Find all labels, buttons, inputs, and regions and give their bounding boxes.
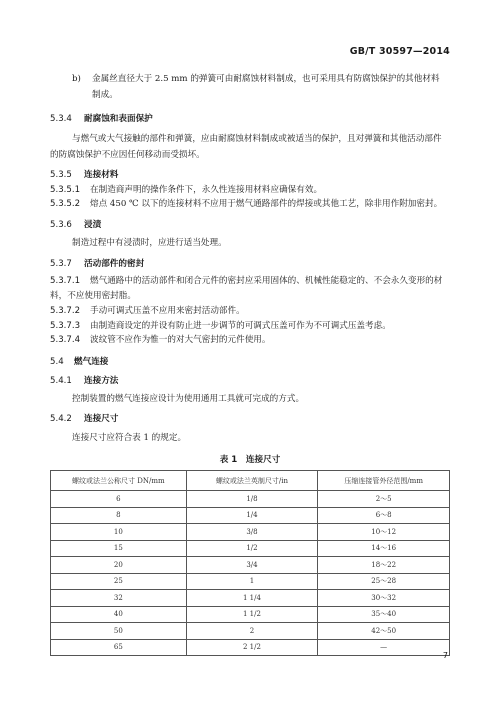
section-title: 燃气连接 [74, 357, 109, 367]
standard-number: GB/T 30597—2014 [349, 46, 450, 57]
table-row [51, 557, 450, 574]
s536-text: 制造过程中有浸渍时，应进行适当处理。 [72, 238, 227, 248]
table-cell: 18～22 [318, 557, 450, 574]
section-5-3-4-heading [50, 113, 153, 125]
table-cell: 1/2 [186, 540, 318, 557]
section-number: 5.3.4 [50, 114, 72, 124]
table-header-row [51, 471, 450, 491]
s541-text: 控制装置的燃气连接应设计为使用通用工具就可完成的方式。 [72, 394, 305, 404]
table-cell: 6 [51, 491, 187, 508]
item-5-3-7-1-cont: 料，不应使用密封脂。 [50, 291, 136, 301]
table-cell: 10 [51, 524, 187, 541]
para-b-line2: 制成。 [92, 90, 118, 100]
table-cell: 32 [51, 590, 187, 607]
page-number: 7 [442, 651, 448, 660]
table-cell: 35～40 [318, 606, 450, 623]
section-title: 活动部件的密封 [84, 259, 145, 269]
table-cell: 65 [51, 639, 187, 656]
item-5-3-5-1 [50, 184, 322, 196]
item-number: 5.3.5.2 [50, 199, 81, 209]
table-row [51, 590, 450, 607]
table-cell: 42～50 [318, 623, 450, 640]
section-title: 浸渍 [84, 220, 102, 230]
table-cell: 14～16 [318, 540, 450, 557]
table-cell: 1/8 [186, 491, 318, 508]
section-title: 连接尺寸 [84, 414, 119, 424]
section-5-3-7-heading [50, 258, 144, 270]
item-number: 5.3.7.1 [50, 276, 81, 286]
item-number: 5.3.5.1 [50, 185, 81, 195]
section-title: 连接方法 [84, 376, 119, 386]
item-5-3-7-2 [50, 305, 245, 317]
item-text: 波纹管不应作为惟一的对大气密封的元件使用。 [90, 335, 271, 345]
table-cell: 1 1/4 [186, 590, 318, 607]
table-cell: 25～28 [318, 573, 450, 590]
table-cell: 30～32 [318, 590, 450, 607]
table-cell: 8 [51, 507, 187, 524]
table-caption: 表 1 连接尺寸 [219, 455, 281, 465]
item-5-3-5-2 [50, 198, 442, 210]
section-title: 耐腐蚀和表面保护 [84, 114, 153, 124]
para-b-line1: 金属丝直径大于 2.5 mm 的弹簧可由耐腐蚀材料制成，也可采用具有防腐蚀保护的其他材料 [92, 74, 440, 84]
s534-line2: 的防腐蚀保护不应因任何移动而受损坏。 [50, 150, 205, 160]
table-cell: 3/8 [186, 524, 318, 541]
item-5-3-7-4 [50, 334, 270, 346]
table-row [51, 573, 450, 590]
s534-line1: 与燃气或大气接触的部件和弹簧，应由耐腐蚀材料制成或被适当的保护，且对弹簧和其他活动部件 [72, 134, 442, 144]
section-5-3-5-heading [50, 169, 118, 181]
para-b-marker: b) [72, 74, 81, 84]
table-cell: 2 1/2 [186, 639, 318, 656]
table-row [51, 623, 450, 640]
section-5-4-heading [50, 356, 108, 368]
header-cell-dn: 螺纹或法兰公称尺寸 DN/mm [51, 471, 187, 491]
section-5-4-1-heading [50, 375, 118, 387]
s542-text: 连接尺寸应符合表 1 的规定。 [72, 433, 187, 443]
table-row [51, 639, 450, 656]
item-number: 5.3.7.3 [50, 321, 81, 331]
item-5-3-7-1 [50, 275, 442, 287]
item-text: 熔点 450 ℃ 以下的连接材料不应用于燃气通路部件的焊接或其他工艺，除非用作附加密封。 [90, 199, 443, 209]
table-row [51, 524, 450, 541]
header-cell-od: 压缩连接管外径范围/mm [318, 471, 450, 491]
section-number: 5.3.7 [50, 259, 72, 269]
table-cell: 1/4 [186, 507, 318, 524]
table-row [51, 491, 450, 508]
table-row [51, 606, 450, 623]
table-cell: 40 [51, 606, 187, 623]
item-5-3-7-3 [50, 320, 391, 332]
item-text: 燃气通路中的活动部件和闭合元件的密封应采用固体的、机械性能稳定的、不会永久变形的材 [90, 276, 443, 286]
table-cell: 1 1/2 [186, 606, 318, 623]
section-number: 5.3.6 [50, 220, 72, 230]
section-number: 5.4 [50, 357, 64, 367]
table-cell: 15 [51, 540, 187, 557]
section-number: 5.4.2 [50, 414, 72, 424]
connection-size-table [50, 470, 450, 656]
item-text: 在制造商声明的操作条件下，永久性连接用材料应确保有效。 [90, 185, 323, 195]
section-title: 连接材料 [84, 170, 119, 180]
table-row [51, 540, 450, 557]
table-cell: 2 [186, 623, 318, 640]
section-5-3-6-heading [50, 219, 101, 231]
header-cell-inch: 螺纹或法兰英制尺寸/in [186, 471, 318, 491]
table-cell: 20 [51, 557, 187, 574]
section-number: 5.3.5 [50, 170, 72, 180]
item-text: 手动可调式压盖不应用来密封活动部件。 [90, 306, 245, 316]
table-cell: 50 [51, 623, 187, 640]
item-text: 由制造商设定的并设有防止进一步调节的可调式压盖可作为不可调式压盖考虑。 [90, 321, 391, 331]
table-cell: 3/4 [186, 557, 318, 574]
table-cell: 25 [51, 573, 187, 590]
table-cell: 6～8 [318, 507, 450, 524]
table-cell: 1 [186, 573, 318, 590]
table-cell: 2～5 [318, 491, 450, 508]
table-cell: 10～12 [318, 524, 450, 541]
section-5-4-2-heading [50, 413, 118, 425]
section-number: 5.4.1 [50, 376, 72, 386]
table-row [51, 507, 450, 524]
item-number: 5.3.7.2 [50, 306, 81, 316]
table-cell: — [318, 639, 450, 656]
item-number: 5.3.7.4 [50, 335, 81, 345]
